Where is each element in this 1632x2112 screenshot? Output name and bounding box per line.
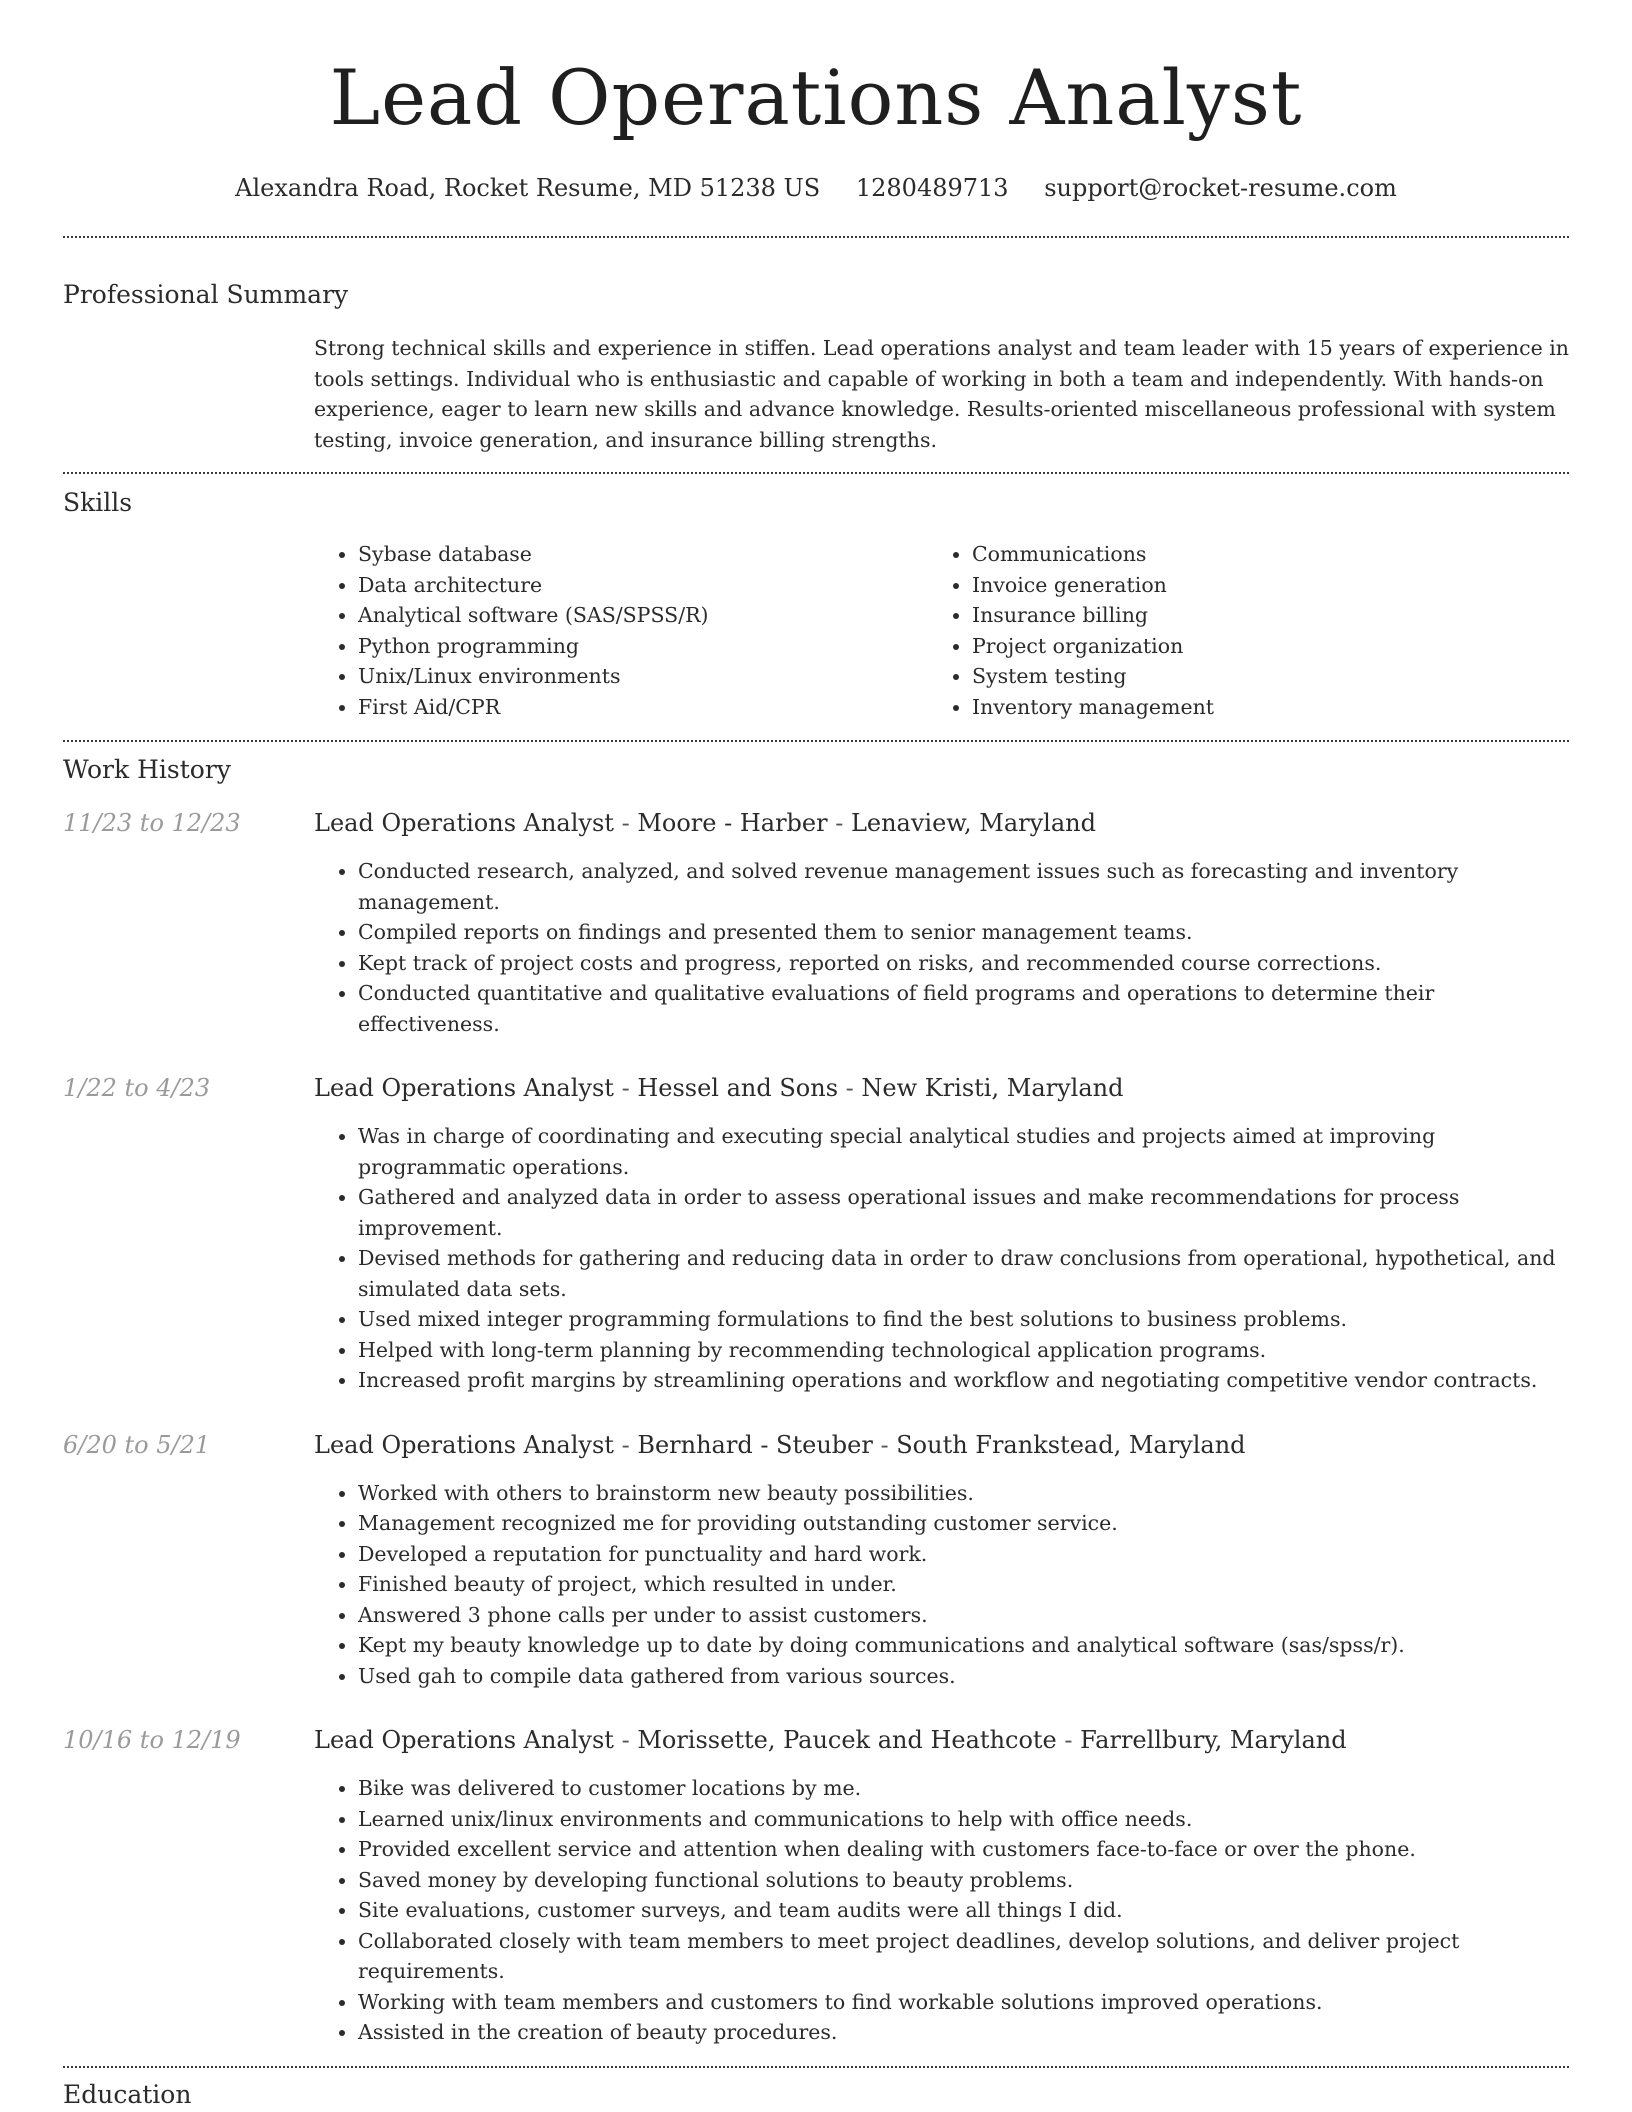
- list-item: • Analytical software (SAS/SPSS/R): [358, 600, 928, 631]
- job-entry: [63, 808, 1569, 1039]
- separator: -: [613, 1430, 638, 1459]
- contact-email: support@rocket-resume.com: [1044, 174, 1397, 202]
- list-item: • Invoice generation: [972, 570, 1542, 601]
- contact-line: [63, 176, 1569, 200]
- job-company: Morissette, Paucek and Heathcote: [637, 1726, 1057, 1754]
- list-item: • Was in charge of coordinating and executing special analytical studies and projects aimed at improving programmatic operations.: [358, 1121, 1569, 1182]
- separator: -: [1056, 1726, 1081, 1754]
- section-title-summary: Professional Summary: [63, 280, 349, 309]
- list-item: • Gathered and analyzed data in order to assess operational issues and make recommendations for process improvement.: [358, 1182, 1569, 1243]
- job-company: Moore - Harber: [637, 809, 828, 837]
- section-title-skills: Skills: [63, 488, 133, 517]
- divider: [63, 2066, 1569, 2068]
- job-location: South Frankstead, Maryland: [896, 1430, 1246, 1459]
- list-item: • Sybase database: [358, 539, 928, 570]
- separator: -: [872, 1430, 897, 1459]
- list-item: • Finished beauty of project, which resulted in under.: [358, 1569, 1569, 1600]
- list-item: • Collaborated closely with team members to meet project deadlines, develop solutions, and deliver project requirements.: [358, 1926, 1569, 1987]
- list-item: • Used mixed integer programming formulations to find the best solutions to business problems.: [358, 1304, 1569, 1335]
- list-item: • Kept track of project costs and progress, reported on risks, and recommended course corrections.: [358, 948, 1569, 979]
- list-item: • Bike was delivered to customer locations by me.: [358, 1773, 1569, 1804]
- job-role: Lead Operations Analyst: [314, 1430, 614, 1459]
- job-bullets: [314, 1773, 1569, 2048]
- job-heading: [314, 1725, 1569, 1755]
- job-heading: [314, 1073, 1569, 1103]
- list-item: • Python programming: [358, 631, 928, 662]
- separator: -: [827, 809, 851, 837]
- section-title-education: Education: [63, 2079, 192, 2109]
- list-item: • Data architecture: [358, 570, 928, 601]
- job-company: Hessel and Sons: [637, 1074, 839, 1102]
- list-item: • Unix/Linux environments: [358, 661, 928, 692]
- section-title-work-history: Work History: [63, 755, 231, 784]
- list-item: • Site evaluations, customer surveys, and team audits were all things I did.: [358, 1895, 1569, 1926]
- list-item: • Developed a reputation for punctuality and hard work.: [358, 1539, 1569, 1570]
- list-item: • Devised methods for gathering and reducing data in order to draw conclusions from operational, hypothetical, and simulated data sets.: [358, 1243, 1569, 1304]
- list-item: • Answered 3 phone calls per under to assist customers.: [358, 1600, 1569, 1631]
- job-bullets: [314, 1121, 1569, 1396]
- job-company: Bernhard - Steuber: [637, 1430, 873, 1459]
- contact-address: Alexandra Road, Rocket Resume, MD 51238 US: [235, 174, 821, 202]
- job-dates: 11/23 to 12/23: [63, 809, 241, 837]
- job-role: Lead Operations Analyst: [314, 1074, 614, 1102]
- skills-column-right: [928, 539, 1542, 722]
- separator: -: [838, 1074, 862, 1102]
- job-location: New Kristi, Maryland: [861, 1074, 1124, 1102]
- separator: -: [613, 1726, 638, 1754]
- job-location: Farrellbury, Maryland: [1080, 1726, 1347, 1754]
- divider: [63, 740, 1569, 742]
- list-item: • Communications: [972, 539, 1542, 570]
- contact-phone: 1280489713: [855, 174, 1009, 202]
- list-item: • Worked with others to brainstorm new beauty possibilities.: [358, 1478, 1569, 1509]
- job-dates: 10/16 to 12/19: [63, 1726, 241, 1754]
- job-entry: [63, 1725, 1569, 2048]
- job-entry: [63, 1073, 1569, 1396]
- list-item: • Compiled reports on findings and presented them to senior management teams.: [358, 917, 1569, 948]
- list-item: • Insurance billing: [972, 600, 1542, 631]
- divider: [63, 472, 1569, 474]
- list-item: • Used gah to compile data gathered from various sources.: [358, 1661, 1569, 1692]
- list-item: • Increased profit margins by streamlining operations and workflow and negotiating competitive vendor contracts.: [358, 1365, 1569, 1396]
- list-item: • Project organization: [972, 631, 1542, 662]
- job-entry: [63, 1430, 1569, 1692]
- list-item: • Kept my beauty knowledge up to date by doing communications and analytical software (sas/spss/r).: [358, 1630, 1569, 1661]
- list-item: • Helped with long-term planning by recommending technological application programs.: [358, 1335, 1569, 1366]
- list-item: • Conducted research, analyzed, and solved revenue management issues such as forecasting and inventory management.: [358, 856, 1569, 917]
- list-item: • Management recognized me for providing outstanding customer service.: [358, 1508, 1569, 1539]
- job-role: Lead Operations Analyst: [314, 809, 614, 837]
- list-item: • Provided excellent service and attention when dealing with customers face-to-face or over the phone.: [358, 1834, 1569, 1865]
- list-item: • Inventory management: [972, 692, 1542, 723]
- divider: [63, 236, 1569, 238]
- list-item: • Working with team members and customers to find workable solutions improved operations.: [358, 1987, 1569, 2018]
- skills-list: [314, 539, 1569, 722]
- summary-text: Strong technical skills and experience in stiffen. Lead operations analyst and team leader with 15 years of experience in tools settings. Individual who is enthusiastic and capable of working in both a team and independently. With hands-on experience, eager to learn new skills and advance knowledge. Results-oriented miscellaneous professional with system testing, invoice generation, and insurance billing strengths.: [314, 336, 1570, 452]
- job-location: Lenaview, Maryland: [850, 809, 1096, 837]
- list-item: • Conducted quantitative and qualitative evaluations of field programs and operations to determine their effectiveness.: [358, 978, 1569, 1039]
- job-dates: 1/22 to 4/23: [63, 1074, 211, 1102]
- skills-column-left: [314, 539, 928, 722]
- list-item: • First Aid/CPR: [358, 692, 928, 723]
- job-bullets: [314, 856, 1569, 1039]
- job-heading: [314, 808, 1569, 838]
- job-heading: [314, 1430, 1569, 1460]
- job-dates: 6/20 to 5/21: [63, 1430, 211, 1459]
- job-role: Lead Operations Analyst: [314, 1726, 614, 1754]
- job-bullets: [314, 1478, 1569, 1692]
- separator: -: [613, 1074, 638, 1102]
- separator: -: [613, 809, 638, 837]
- list-item: • Learned unix/linux environments and communications to help with office needs.: [358, 1804, 1569, 1835]
- list-item: • System testing: [972, 661, 1542, 692]
- candidate-name: Lead Operations Analyst: [329, 53, 1303, 142]
- list-item: • Saved money by developing functional solutions to beauty problems.: [358, 1865, 1569, 1896]
- list-item: • Assisted in the creation of beauty procedures.: [358, 2017, 1569, 2048]
